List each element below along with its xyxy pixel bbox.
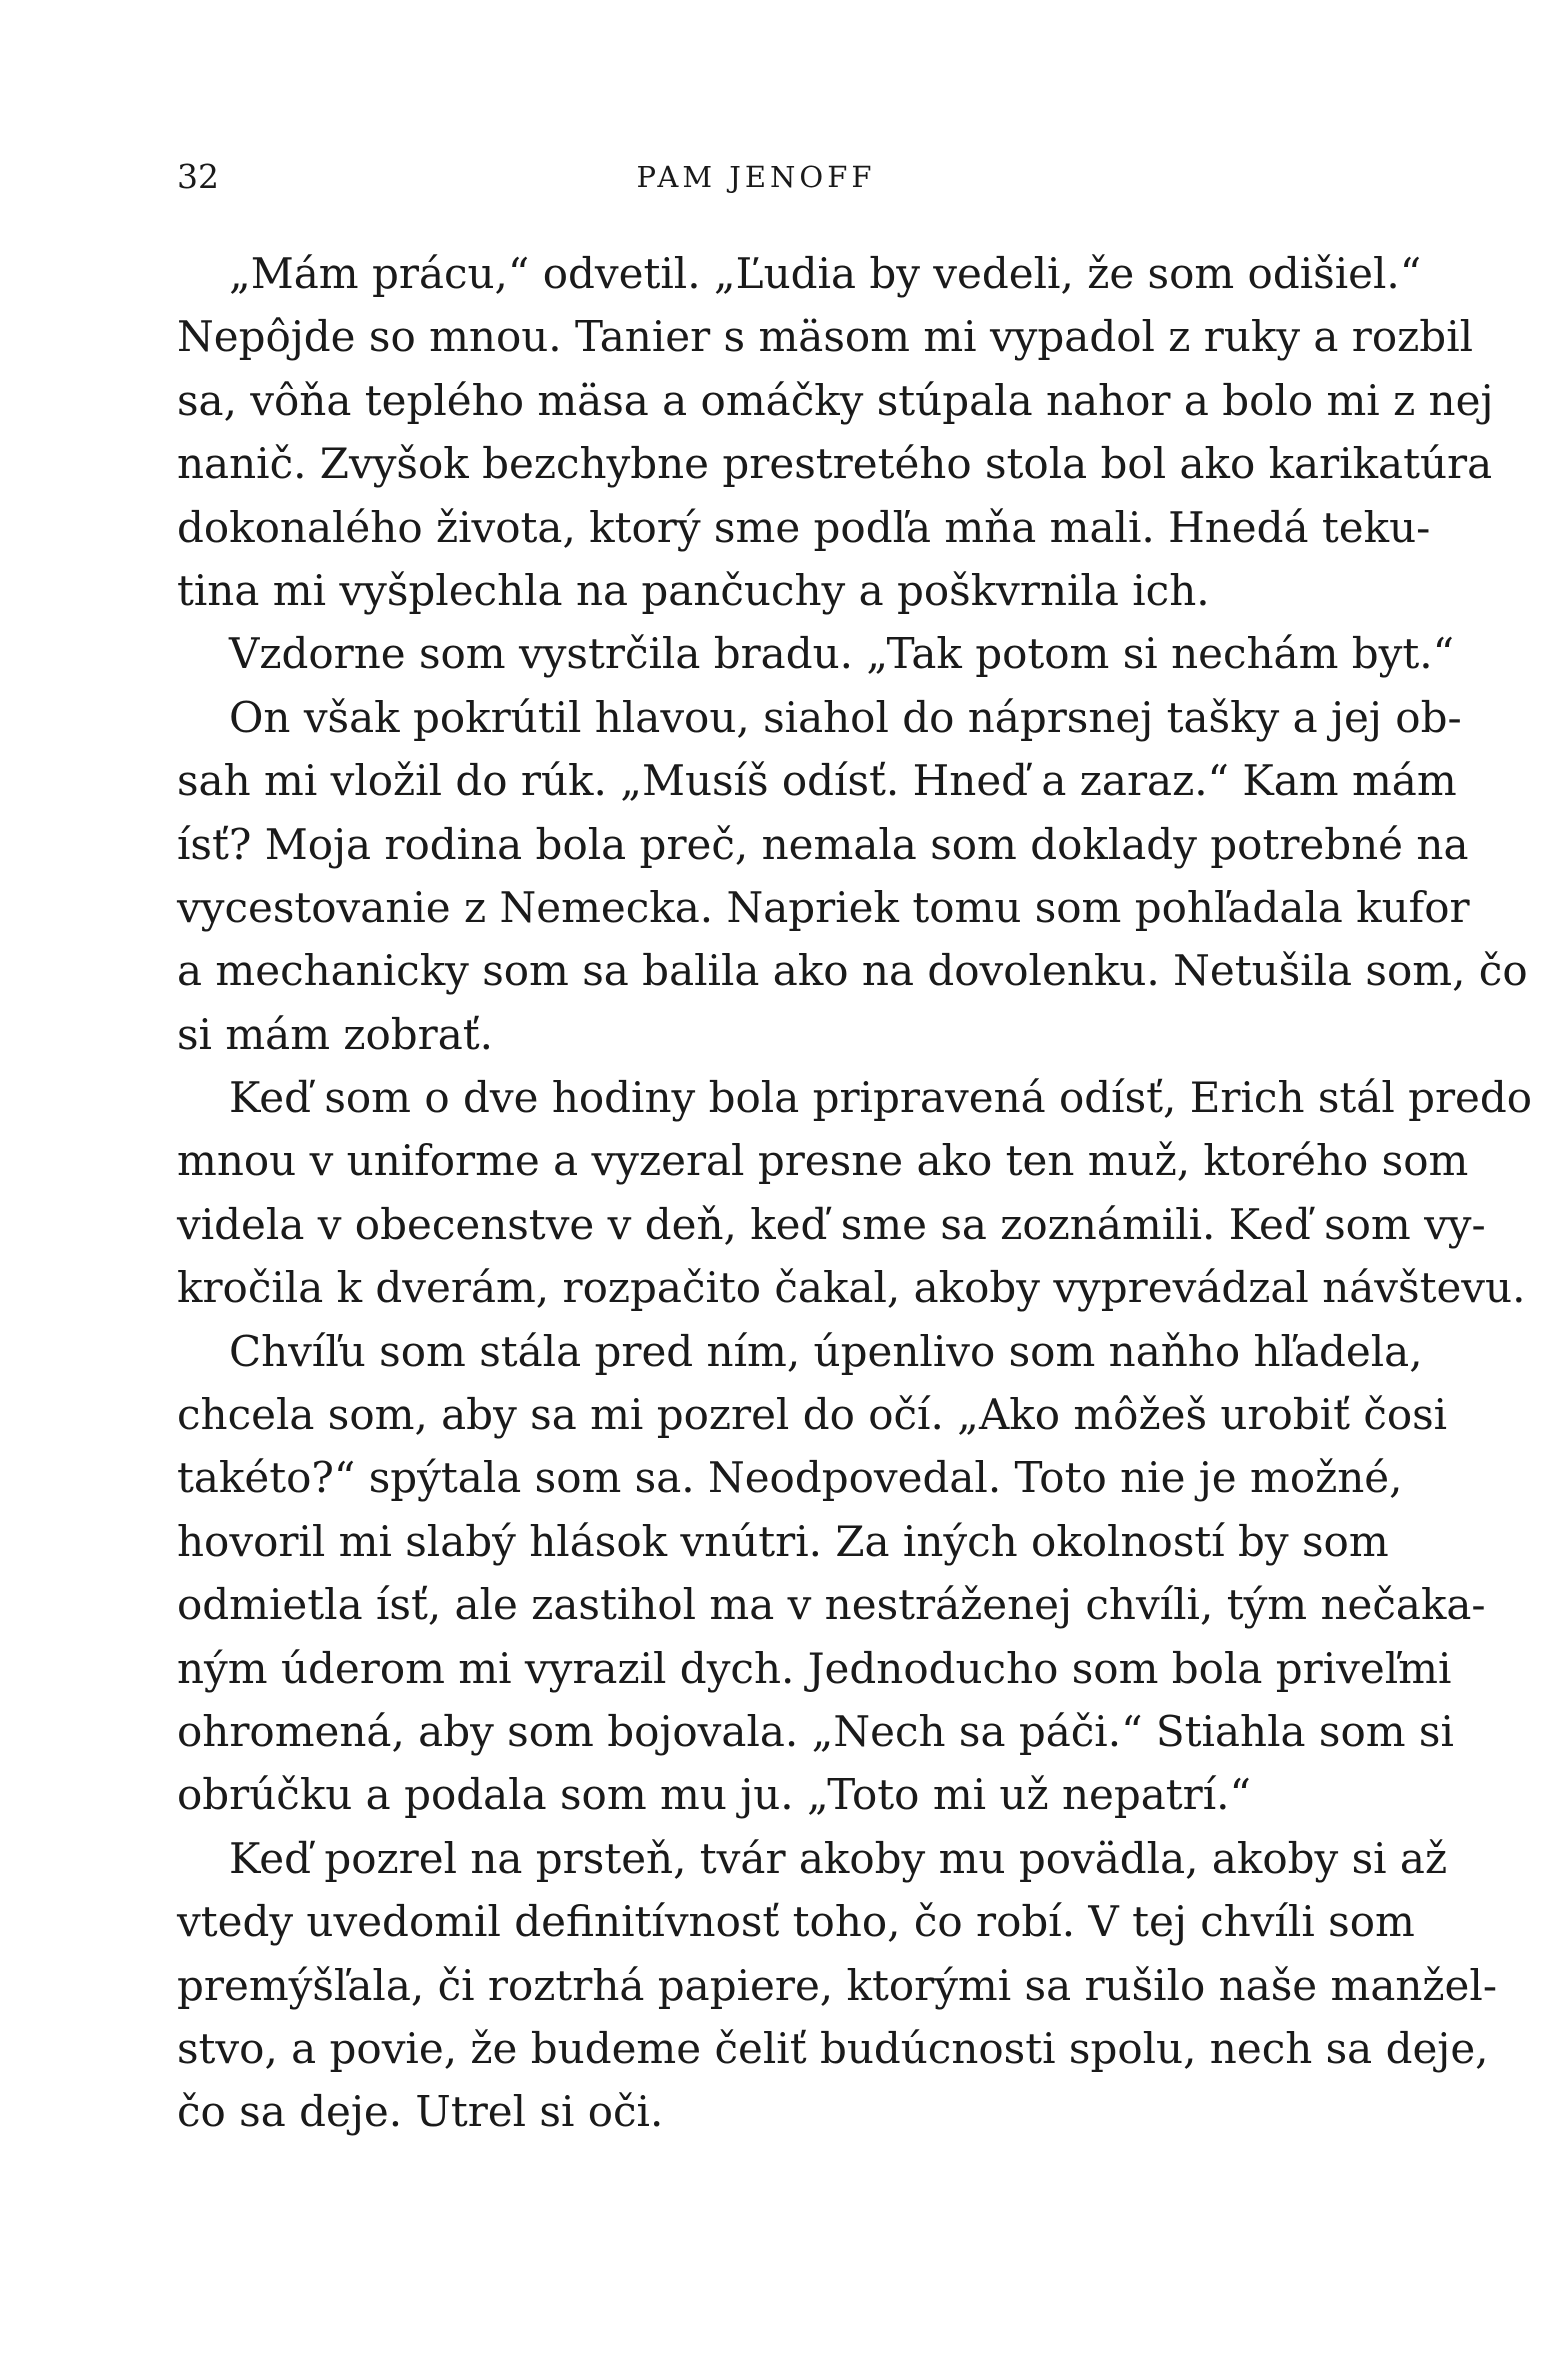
text-line: vtedy uvedomil definitívnosť toho, čo robí. V tej chvíli som: [177, 1897, 1415, 1947]
text-line: sa, vôňa teplého mäsa a omáčky stúpala nahor a bolo mi z nej: [177, 375, 1494, 425]
text-line: On však pokrútil hlavou, siahol do náprsnej tašky a jej ob-: [229, 692, 1462, 742]
paragraph: [177, 1066, 1533, 1320]
text-line: čo sa deje. Utrel si oči.: [177, 2087, 664, 2137]
text-line: vycestovanie z Nemecka. Napriek tomu som pohľadala kufor: [177, 882, 1470, 932]
text-line: ísť? Moja rodina bola preč, nemala som doklady potrebné na: [177, 819, 1469, 869]
paragraph: [177, 1320, 1486, 1827]
page-number: 32: [177, 157, 219, 196]
page-header: [177, 152, 1335, 202]
text-line: „Mám prácu,“ odvetil. „Ľudia by vedeli, že som odišiel.“: [229, 249, 1422, 298]
text-line: Nepôjde so mnou. Tanier s mäsom mi vypadol z ruky a rozbil: [177, 312, 1474, 362]
text-line: ohromená, aby som bojovala. „Nech sa páči.“ Stiahla som si: [177, 1706, 1454, 1756]
text-line: odmietla ísť, ale zastihol ma v nestráženej chvíli, tým nečaka-: [177, 1580, 1486, 1630]
paragraph: [177, 686, 1528, 1066]
paragraph: [177, 622, 1455, 685]
text-line: tina mi vyšplechla na pančuchy a poškvrnila ich.: [177, 565, 1210, 615]
body-text: [177, 242, 1533, 2144]
text-line: dokonalého života, ktorý sme podľa mňa mali. Hnedá teku-: [177, 502, 1431, 552]
paragraph: [177, 1827, 1498, 2144]
text-line: Chvíľu som stála pred ním, úpenlivo som naňho hľadela,: [229, 1326, 1423, 1376]
text-line: takéto?“ spýtala som sa. Neodpovedal. Toto nie je možné,: [177, 1453, 1403, 1503]
text-line: chcela som, aby sa mi pozrel do očí. „Ako môžeš urobiť čosi: [177, 1390, 1448, 1440]
text-line: ným úderom mi vyrazil dych. Jednoducho som bola priveľmi: [177, 1643, 1452, 1693]
text-line: obrúčku a podala som mu ju. „Toto mi už nepatrí.“: [177, 1770, 1251, 1820]
text-line: videla v obecenstve v deň, keď sme sa zoznámili. Keď som vy-: [177, 1199, 1486, 1249]
text-line: si mám zobrať.: [177, 1009, 494, 1059]
text-line: premýšľala, či roztrhá papiere, ktorými sa rušilo naše manžel-: [177, 1960, 1498, 2010]
text-line: hovoril mi slabý hlások vnútri. Za iných okolností by som: [177, 1516, 1389, 1566]
text-line: kročila k dverám, rozpačito čakal, akoby vyprevádzal návštevu.: [177, 1263, 1526, 1313]
text-line: Vzdorne som vystrčila bradu. „Tak potom si nechám byt.“: [229, 629, 1455, 679]
running-head-author: PAM JENOFF: [636, 160, 876, 194]
text-line: a mechanicky som sa balila ako na dovolenku. Netušila som, čo: [177, 946, 1528, 996]
paragraph: [177, 242, 1494, 622]
text-line: stvo, a povie, že budeme čeliť budúcnosti spolu, nech sa deje,: [177, 2023, 1489, 2073]
text-line: sah mi vložil do rúk. „Musíš odísť. Hneď a zaraz.“ Kam mám: [177, 756, 1457, 806]
text-line: Keď som o dve hodiny bola pripravená odísť, Erich stál predo: [229, 1073, 1533, 1123]
text-line: nanič. Zvyšok bezchybne prestretého stola bol ako karikatúra: [177, 439, 1493, 489]
text-line: mnou v uniforme a vyzeral presne ako ten muž, ktorého som: [177, 1136, 1469, 1186]
text-line: Keď pozrel na prsteň, tvár akoby mu povädla, akoby si až: [229, 1833, 1448, 1883]
